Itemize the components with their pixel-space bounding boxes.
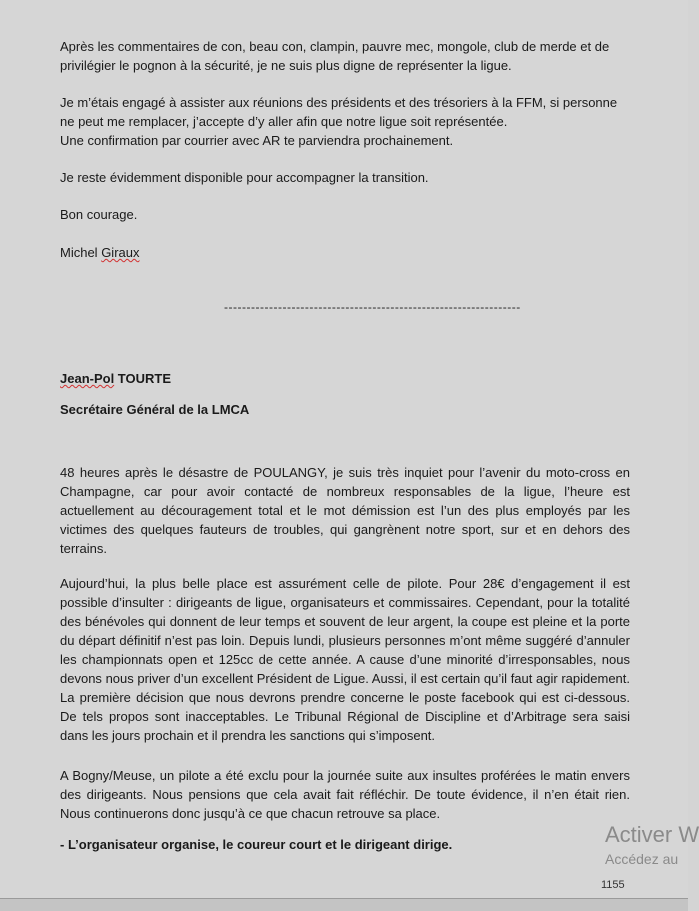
signature-first-name: Michel: [60, 245, 102, 260]
letter-closing: Bon courage.: [60, 207, 138, 222]
response-paragraph-2: Aujourd’hui, la plus belle place est assurément celle de pilote. Pour 28€ d’engagement il est possible d’insulter : dirigeants de ligue, organisateurs et commissaires. Cependant, pour la totalité des bénévoles qui donnent de leur temps et souvent de leur argent, la coupe est pleine et la porte du départ définitif n’est pas loin. Depuis lundi, plusieurs personnes m’ont même suggéré d’annuler les championnats open et 125cc de cette année. A cause d’une minorité d’irresponsables, nous devons nous priver d’un excellent Président de Ligue. Aussi, il est certain qu’il faut agir rapidement. La première décision que nous devrons prendre concerne le poste facebook qui est ci-dessous. De tels propos sont inacceptables. Le Tribunal Régional de Discipline et d’Arbitrage sera saisi dans les jours prochain et il prendra les sanctions qui s’imposent.: [60, 576, 630, 743]
activation-watermark-title: Activer W: [605, 822, 699, 847]
letter-paragraph-2b: Une confirmation par courrier avec AR te parviendra prochainement.: [60, 133, 454, 148]
response-paragraph-3: A Bogny/Meuse, un pilote a été exclu pour la journée suite aux insultes proférées le matin envers des dirigeants. Nous pensions que cela avait fait réfléchir. De toute évidence, il n’en était rien. Nous continuerons donc jusqu’à ce que chacun retrouve sa place.: [60, 768, 630, 821]
page-number: 1155: [601, 879, 625, 891]
response-paragraph-1: 48 heures après le désastre de POULANGY, je suis très inquiet pour l’avenir du moto-cross en Champagne, car pour avoir contacté de nombreux responsables de la ligue, l’heure est actuellement au découragement total et le mot démission est l’un des plus employés par les victimes des quelques fauteurs de troubles, qui gangrènent notre sport, sur et en dehors des terrains.: [60, 465, 630, 556]
response-author: [60, 369, 630, 388]
letter-signature: [60, 243, 630, 262]
activation-watermark-subtitle: Accédez au: [605, 851, 679, 867]
response-motto: - L’organisateur organise, le coureur court et le dirigeant dirige.: [60, 837, 453, 852]
letter-paragraph-3: Je reste évidemment disponible pour accompagner la transition.: [60, 170, 429, 185]
separator-line: ------------------------------------------------------------------: [224, 300, 521, 314]
letter-paragraph-2: [60, 93, 630, 150]
letter-paragraph-2a: Je m’étais engagé à assister aux réunions des présidents et des trésoriers à la FFM, si personne ne peut me remplacer, j’accepte d’y aller afin que notre ligue soit représentée.: [60, 95, 618, 129]
window-bottom-bar: [0, 898, 688, 911]
author-first-name: Jean-Pol: [60, 371, 115, 386]
author-last-name: TOURTE: [114, 371, 172, 386]
response-role: Secrétaire Général de la LMCA: [60, 402, 250, 417]
letter-paragraph-1: Après les commentaires de con, beau con, clampin, pauvre mec, mongole, club de merde et de privilégier le pognon à la sécurité, je ne suis plus digne de représenter la ligue.: [60, 39, 610, 73]
signature-last-name: Giraux: [101, 245, 140, 260]
